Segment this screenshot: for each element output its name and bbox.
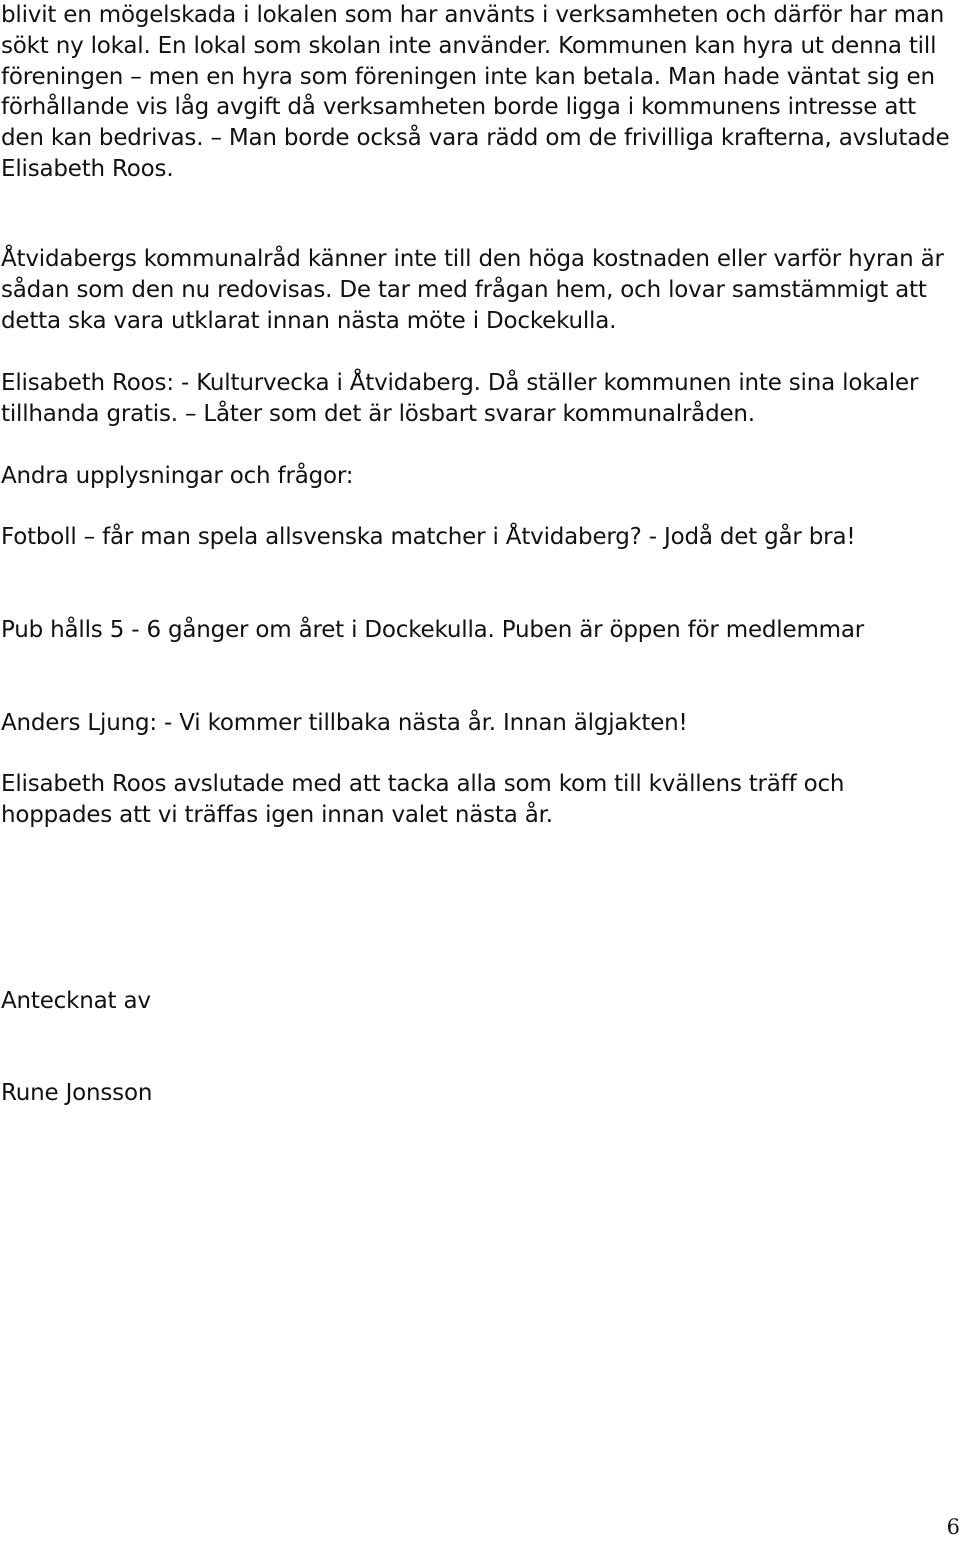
paragraph-closing-thanks: Elisabeth Roos avslutade med att tacka alla som kom till kvällens träff och hoppades att vi träffas igen innan valet nästa år. — [1, 771, 845, 828]
paragraph-football: Fotboll – får man spela allsvenska matcher i Åtvidaberg? - Jodå det går bra! — [1, 524, 856, 550]
paragraph-council-response: Åtvidabergs kommunalråd känner inte till den höga kostnaden eller varför hyran är sådan som den nu redovisas. De tar med frågan hem, och lovar samstämmigt att detta ska vara utklarat innan nästa möte i Dockekulla. — [1, 246, 944, 334]
paragraph-anders-ljung: Anders Ljung: - Vi kommer tillbaka nästa år. Innan älgjakten! — [1, 710, 688, 736]
paragraph-culture-week: Elisabeth Roos: - Kulturvecka i Åtvidaberg. Då ställer kommunen inte sina lokaler tillhanda gratis. – Låter som det är lösbart svarar kommunalråden. — [1, 370, 919, 427]
minutes-author-name: Rune Jonsson — [1, 1080, 153, 1106]
page-number: 6 — [946, 1515, 960, 1539]
paragraph-rental-issue: blivit en mögelskada i lokalen som har använts i verksamheten och därför har man sökt ny lokal. En lokal som skolan inte använder. Kommunen kan hyra ut denna till föreningen – men en hyra som föreningen inte kan betala. Man hade väntat sig en förhållande vis låg avgift då verksamheten borde ligga i kommunens intresse att den kan bedrivas. – Man borde också vara rädd om de frivilliga krafterna, avslutade Elisabeth Roos. — [1, 2, 950, 182]
paragraph-pub: Pub hålls 5 - 6 gånger om året i Dockekulla. Puben är öppen för medlemmar — [1, 617, 865, 643]
minutes-taken-by-label: Antecknat av — [1, 988, 151, 1014]
paragraph-other-questions-heading: Andra upplysningar och frågor: — [1, 463, 354, 489]
